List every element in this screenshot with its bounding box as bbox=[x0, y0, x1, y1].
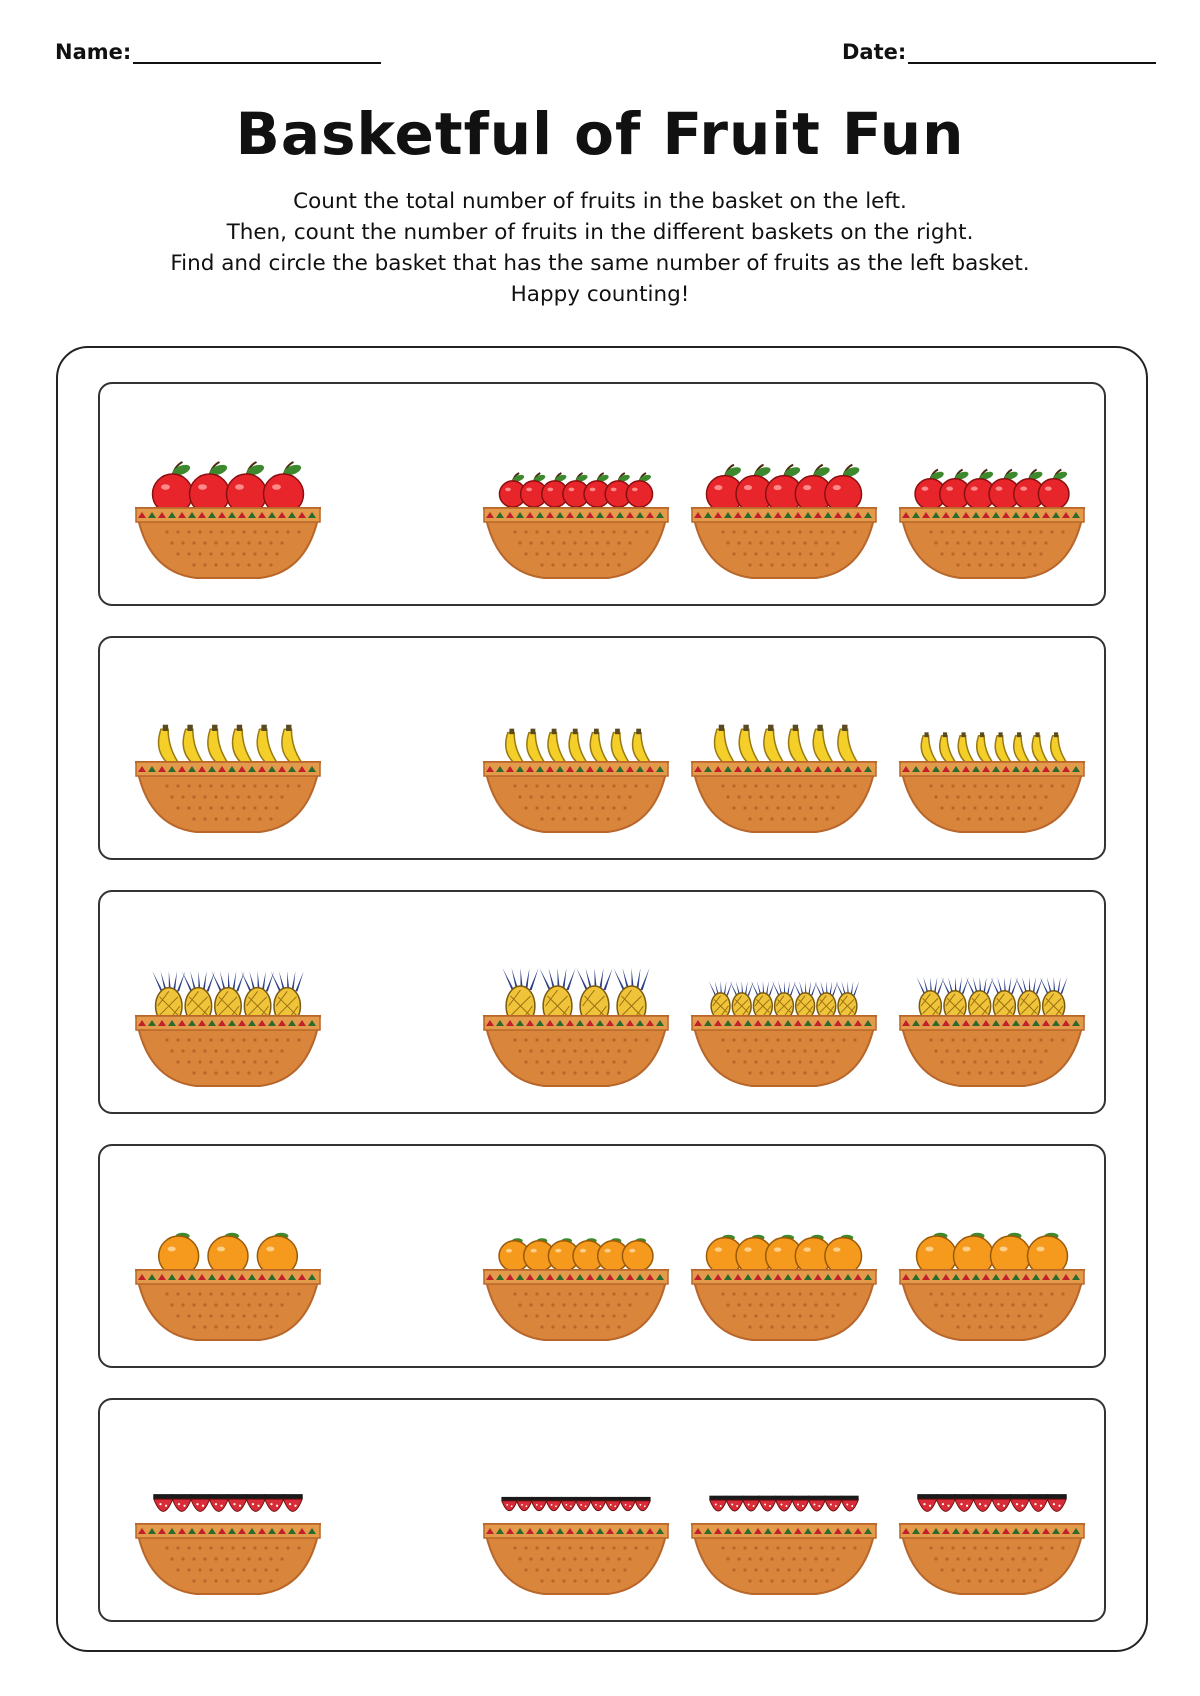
pineapple-icon bbox=[917, 977, 945, 1021]
choice-basket-strawberry-2[interactable] bbox=[686, 1448, 882, 1598]
fruit-group bbox=[917, 1494, 1066, 1511]
strawberry-icon bbox=[936, 1494, 956, 1511]
strawberry-icon bbox=[1047, 1494, 1067, 1511]
strawberry-icon bbox=[575, 1497, 591, 1511]
strawberry-icon bbox=[561, 1497, 577, 1511]
pineapple-icon bbox=[991, 977, 1019, 1021]
left-basket-apple[interactable] bbox=[130, 432, 326, 582]
choice-basket-apple-1[interactable] bbox=[478, 432, 674, 582]
apple-icon bbox=[190, 462, 230, 514]
choice-basket-pineapple-2[interactable] bbox=[686, 940, 882, 1090]
pineapple-icon bbox=[793, 981, 817, 1019]
strawberry-icon bbox=[917, 1494, 937, 1511]
apple-icon bbox=[825, 465, 862, 513]
pineapple-icon bbox=[772, 981, 796, 1019]
pineapple-icon bbox=[836, 981, 860, 1019]
choice-basket-pineapple-1[interactable] bbox=[478, 940, 674, 1090]
orange-icon bbox=[622, 1238, 653, 1271]
pineapple-icon bbox=[966, 977, 994, 1021]
pineapple-icon bbox=[730, 981, 754, 1019]
instruction-line: Happy counting! bbox=[510, 282, 690, 307]
orange-icon bbox=[825, 1235, 862, 1275]
strawberry-icon bbox=[590, 1497, 606, 1511]
choice-basket-orange-3[interactable] bbox=[894, 1194, 1090, 1344]
fruit-group bbox=[915, 470, 1069, 510]
choice-basket-banana-2[interactable] bbox=[686, 686, 882, 836]
strawberry-icon bbox=[246, 1494, 266, 1511]
left-basket-strawberry[interactable] bbox=[130, 1448, 326, 1598]
left-basket-pineapple[interactable] bbox=[130, 940, 326, 1090]
apple-icon bbox=[227, 462, 267, 514]
choice-basket-orange-1[interactable] bbox=[478, 1194, 674, 1344]
strawberry-icon bbox=[759, 1496, 777, 1511]
strawberry-icon bbox=[991, 1494, 1011, 1511]
choice-basket-strawberry-1[interactable] bbox=[478, 1448, 674, 1598]
date-blank-line[interactable] bbox=[908, 40, 1156, 64]
strawberry-icon bbox=[709, 1496, 727, 1511]
strawberry-icon bbox=[546, 1497, 562, 1511]
pineapple-icon bbox=[941, 977, 969, 1021]
fruit-group bbox=[709, 1496, 858, 1511]
fruit-group bbox=[501, 1497, 650, 1511]
strawberry-icon bbox=[531, 1497, 547, 1511]
instructions bbox=[0, 186, 1200, 310]
choice-basket-banana-3[interactable] bbox=[894, 686, 1090, 836]
strawberry-icon bbox=[775, 1496, 793, 1511]
strawberry-icon bbox=[172, 1494, 192, 1511]
strawberry-icon bbox=[824, 1496, 842, 1511]
strawberry-icon bbox=[283, 1494, 303, 1511]
strawberry-icon bbox=[227, 1494, 247, 1511]
apple-icon bbox=[153, 462, 193, 514]
strawberry-icon bbox=[808, 1496, 826, 1511]
worksheet-title: Basketful of Fruit Fun bbox=[235, 100, 965, 168]
strawberry-icon bbox=[792, 1496, 810, 1511]
strawberry-icon bbox=[153, 1494, 173, 1511]
apple-icon bbox=[1038, 470, 1069, 510]
name-blank-line[interactable] bbox=[133, 40, 381, 64]
strawberry-icon bbox=[635, 1497, 651, 1511]
strawberry-icon bbox=[605, 1497, 621, 1511]
left-basket-orange[interactable] bbox=[130, 1194, 326, 1344]
strawberry-icon bbox=[973, 1494, 993, 1511]
choice-basket-banana-1[interactable] bbox=[478, 686, 674, 836]
date-field[interactable] bbox=[842, 40, 1156, 64]
strawberry-icon bbox=[209, 1494, 229, 1511]
pineapple-icon bbox=[709, 981, 733, 1019]
strawberry-icon bbox=[954, 1494, 974, 1511]
instruction-line: Find and circle the basket that has the same number of fruits as the left basket. bbox=[170, 251, 1030, 276]
pineapple-icon bbox=[751, 981, 775, 1019]
strawberry-icon bbox=[742, 1496, 760, 1511]
apple-icon bbox=[626, 473, 652, 507]
fruit-group bbox=[706, 1235, 861, 1275]
name-label: Name: bbox=[55, 40, 132, 64]
instruction-line: Count the total number of fruits in the basket on the left. bbox=[293, 189, 907, 214]
left-basket-banana[interactable] bbox=[130, 686, 326, 836]
date-label: Date: bbox=[842, 40, 907, 64]
name-field[interactable] bbox=[55, 40, 381, 64]
choice-basket-strawberry-3[interactable] bbox=[894, 1448, 1090, 1598]
strawberry-icon bbox=[620, 1497, 636, 1511]
fruit-group bbox=[499, 473, 652, 507]
fruit-group bbox=[153, 462, 304, 514]
fruit-group bbox=[706, 465, 861, 513]
apple-icon bbox=[264, 462, 304, 514]
fruit-group bbox=[917, 977, 1068, 1021]
choice-basket-orange-2[interactable] bbox=[686, 1194, 882, 1344]
choice-basket-apple-3[interactable] bbox=[894, 432, 1090, 582]
instruction-line: Then, count the number of fruits in the different baskets on the right. bbox=[226, 220, 974, 245]
choice-basket-apple-2[interactable] bbox=[686, 432, 882, 582]
strawberry-icon bbox=[264, 1494, 284, 1511]
fruit-group bbox=[153, 1494, 302, 1511]
strawberry-icon bbox=[190, 1494, 210, 1511]
choice-basket-pineapple-3[interactable] bbox=[894, 940, 1090, 1090]
strawberry-icon bbox=[501, 1497, 517, 1511]
pineapple-icon bbox=[1040, 977, 1068, 1021]
strawberry-icon bbox=[1028, 1494, 1048, 1511]
fruit-group bbox=[499, 1238, 653, 1271]
strawberry-icon bbox=[1010, 1494, 1030, 1511]
strawberry-icon bbox=[841, 1496, 859, 1511]
strawberry-icon bbox=[726, 1496, 744, 1511]
strawberry-icon bbox=[516, 1497, 532, 1511]
pineapple-icon bbox=[814, 981, 838, 1019]
pineapple-icon bbox=[1015, 977, 1043, 1021]
fruit-group bbox=[709, 981, 859, 1019]
